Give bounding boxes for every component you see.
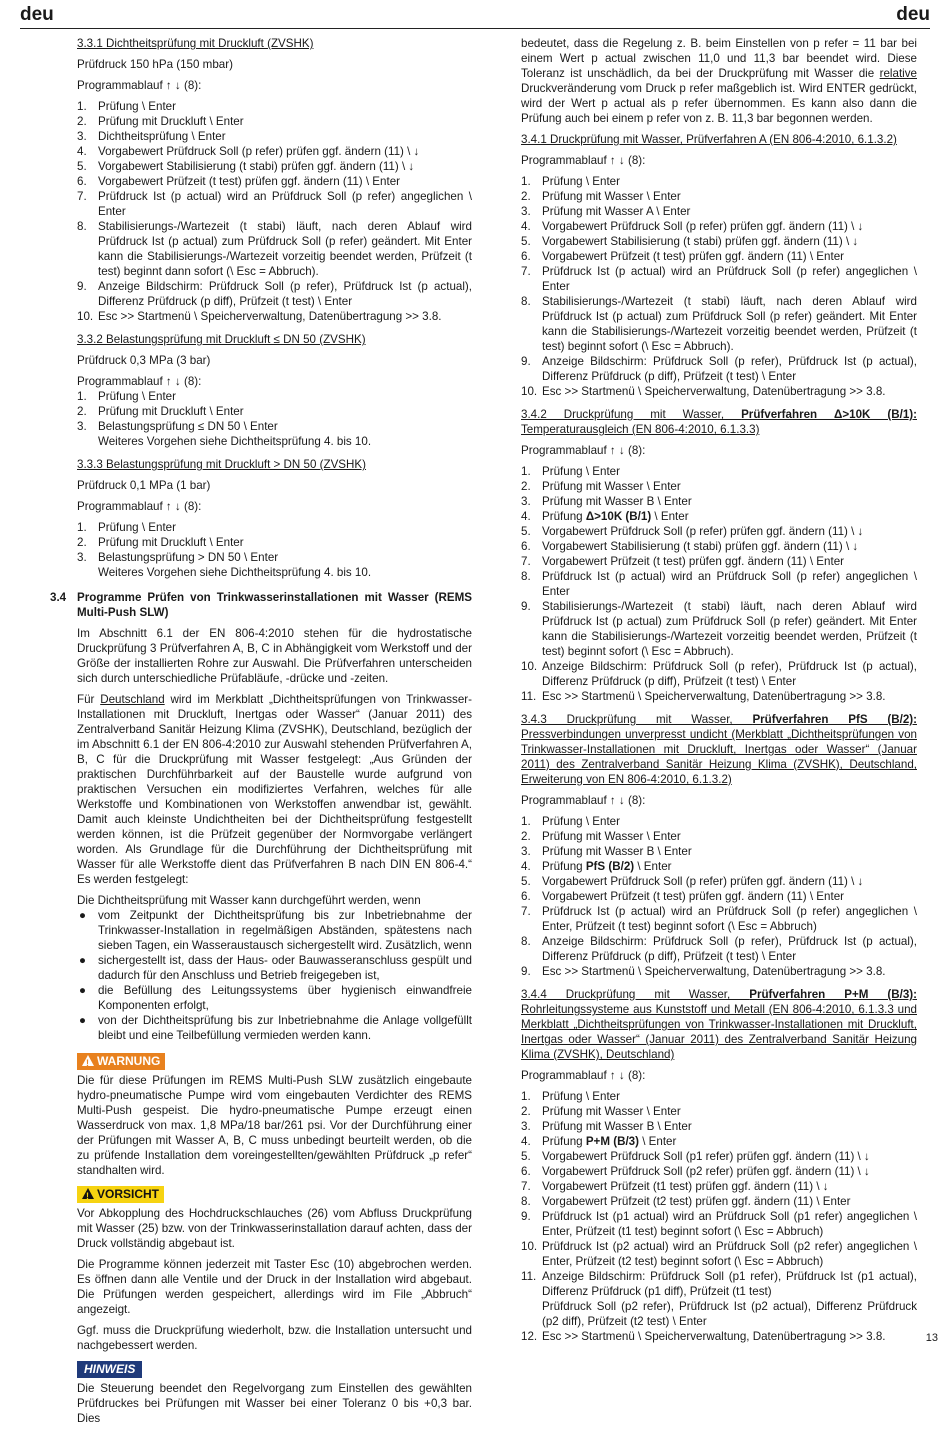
list-item: 1. Prüfung \ Enter [521,1090,620,1103]
paragraph: Für Deutschland wird im Merkblatt „Dichtheitsprüfungen von Trinkwasser-Installationen mit Druckluft, Inertgas oder Wasser“ (Januar 2011) des Zentralverband Sanitär Heizung Klima (ZVSHK), Deutschland, bezüglich der im Abschnitt 6.1 der EN 806-4:2010 zur Auswahl stehenden Prüfverfahren A, B, C für die Druckprüfung mit Wasser festgelegt: „Aus Gründen der praktischen Durchführbarkeit auf der Baustelle wurde aufgrund von praktischen Versuchen ein modifiziertes Verfahren, welches für alle Werkstoffe und Kombinationen von Werkstoffen anwendbar ist, gewählt. Damit auch kleinste Undichtheiten bei der Dichtheitsprüfung festgestellt werden können, ist die Prüfzeit gegenüber der Normvorgabe verlängert worden. Als Grundlage für die Durchführung der Dichtheitsprüfung mit Wasser für alle Werkstoffe dient das Prüfverfahren B nach DIN EN 806-4.“ Es werden festgelegt: [77,693,472,886]
list-item: 6. Vorgabewert Prüfzeit (t test) prüfen ggf. ändern (11) \ Enter [77,175,401,188]
list-item: 10. Anzeige Bildschirm: Prüfdruck Soll (p refer), Prüfdruck Ist (p actual), Differenz Prüfdruck (p diff), Prüfzeit (t test) \ Enter [521,660,917,688]
list-item: 3. Prüfung mit Wasser A \ Enter [521,205,691,218]
list-item: 10. Esc >> Startmenü \ Speicherverwaltung, Datenübertragung >> 3.8. [77,310,442,323]
language-label-right: deu [896,4,930,25]
test-pressure: Prüfdruck 150 hPa (150 mbar) [77,58,233,71]
list-item: 2. Prüfung mit Wasser \ Enter [521,190,681,203]
step-list [521,174,917,399]
paragraph: Ggf. muss die Druckprüfung wiederholt, bzw. die Installation untersucht und nachgebessert werden. [77,1324,472,1352]
list-item: 2. Prüfung mit Wasser \ Enter [521,830,681,843]
list-item: 2. Prüfung mit Wasser \ Enter [521,480,681,493]
section-title: 3.4.2 Druckprüfung mit Wasser, Prüfverfahren Δ>10K (B/1): Temperaturausgleich (EN 806-4:2010, 6.1.3.3) [521,408,917,436]
list-item: 2. Prüfung mit Druckluft \ Enter [77,115,244,128]
list-item: 5. Vorgabewert Prüfdruck Soll (p refer) prüfen ggf. ändern (11) \ ↓ [521,525,864,538]
list-item: 1. Prüfung \ Enter [521,815,620,828]
list-item: 6. Vorgabewert Stabilisierung (t stabi) prüfen ggf. ändern (11) \ ↓ [521,540,859,553]
list-item: 9. Esc >> Startmenü \ Speicherverwaltung, Datenübertragung >> 3.8. [521,965,886,978]
program-sequence-label: Programmablauf ↑ ↓ (8): [77,79,202,92]
list-item: 1. Prüfung \ Enter [521,465,620,478]
list-item: 9. Prüfdruck Ist (p1 actual) wird an Prüfdruck Soll (p1 refer) angeglichen \ Enter, Prüfzeit (t1 test) beginnt sofort (\ Esc = Abbruch) [521,1210,917,1238]
list-item: 9. Anzeige Bildschirm: Prüfdruck Soll (p refer), Prüfdruck Ist (p actual), Differenz Prüfdruck (p diff), Prüfzeit (t test) \ Enter [77,280,472,308]
list-item: 3. Belastungsprüfung > DN 50 \ Enter [77,551,279,564]
bullet-icon: ● [79,954,87,967]
list-item: 8. Prüfdruck Ist (p actual) wird an Prüfdruck Soll (p refer) angeglichen \ Enter [521,570,917,598]
caution-badge: !VORSICHT [77,1186,164,1203]
list-item: 4. Vorgabewert Prüfdruck Soll (p refer) prüfen ggf. ändern (11) \ ↓ [521,220,864,233]
list-item: 3. Dichtheitsprüfung \ Enter [77,130,226,143]
left-column [50,36,472,1432]
warning-triangle-icon [82,1188,94,1199]
list-item: 9. Anzeige Bildschirm: Prüfdruck Soll (p refer), Prüfdruck Ist (p actual), Differenz Prüfdruck (p diff), Prüfzeit (t test) \ Enter [521,355,917,383]
list-item: 4. Prüfung PfS (B/2) \ Enter [521,860,672,873]
page-number: 13 [925,1332,938,1344]
step-list [521,464,917,704]
section-3-4-3 [521,712,917,979]
list-item: 4. Prüfung Δ>10K (B/1) \ Enter [521,510,689,523]
section-3-4-2 [521,407,917,704]
program-sequence-label: Programmablauf ↑ ↓ (8): [521,1069,646,1082]
list-item: 8. Stabilisierungs-/Wartezeit (t stabi) läuft, nach deren Ablauf wird Prüfdruck Ist (p actual) zum Prüfdruck Soll (p refer) geändert. Mit Enter kann die Stabilisierungs-/Wartezeit vorzeitig beendet werden, Prüfzeit (t test) beginnt sofort (\ Esc = Abbruch). [521,295,917,353]
step-list [521,1089,917,1344]
bullet-icon: ● [79,1014,87,1027]
list-item: 2. Prüfung mit Druckluft \ Enter [77,405,244,418]
section-3-4-4 [521,987,917,1344]
list-item: 3. Prüfung mit Wasser B \ Enter [521,495,692,508]
list-item: 8. Stabilisierungs-/Wartezeit (t stabi) läuft, nach deren Ablauf wird Prüfdruck Ist (p actual) zum Prüfdruck Soll (p refer) geändert. Mit Enter kann die Stabilisierungs-/Wartezeit vorzeitig beendet werden, Prüfzeit (t test) beginnt dann sofort (\ Esc = Abbruch). [77,220,472,278]
condition-list [77,908,472,1043]
list-item: 7. Prüfdruck Ist (p actual) wird an Prüfdruck Soll (p refer) angeglichen \ Enter [77,190,472,218]
list-item: 7. Prüfdruck Ist (p actual) wird an Prüfdruck Soll (p refer) angeglichen \ Enter [521,265,917,293]
list-item: 1. Prüfung \ Enter [521,175,620,188]
list-item: ● von der Dichtheitsprüfung bis zur Inbetriebnahme die Anlage vollgefüllt bleibt und eine Teilbefüllung vermieden werden kann. [79,1014,472,1042]
section-title: 3.4.3 Druckprüfung mit Wasser, Prüfverfahren PfS (B/2): Pressverbindungen unverpresst undicht (Merkblatt „Dichtheitsprüfungen von Trinkwasser-Installationen mit Druckluft, Inertgas oder Wasser“ (Januar 2011) des Zentralverband Sanitär Heizung Klima (ZVSHK), Deutschland, Erweiterung von EN 806-4:2010, 6.1.3.2) [521,713,917,786]
paragraph: Die Dichtheitsprüfung mit Wasser kann durchgeführt werden, wenn [77,894,421,907]
paragraph: Im Abschnitt 6.1 der EN 806-4:2010 stehen für die hydrostatische Druckprüfung 3 Prüfverfahren A, B, C in Abhängigkeit vom Werkstoff und der Größe der installierten Rohre zur Auswahl. Die Prüfverfahren unterscheiden sich durch unterschiedliche Prüfabläufe, -drücke und -zeiten. [77,627,472,685]
list-item: ● sichergestellt ist, dass der Haus- oder Bauwasseranschluss gespült und dadurch für den Anschluss und Betrieb freigegeben ist, [79,954,472,982]
list-item: ● vom Zeitpunkt der Dichtheitsprüfung bis zur Inbetriebnahme der Trinkwasser-Installation in regelmäßigen Abständen, spätestens nach sieben Tagen, ein Wasseraustausch sichergestellt wird. Zusätzlich, wenn [79,909,472,952]
list-item: 3. Prüfung mit Wasser B \ Enter [521,845,692,858]
list-item: 3. Prüfung mit Wasser B \ Enter [521,1120,692,1133]
list-item: 6. Vorgabewert Prüfzeit (t test) prüfen ggf. ändern (11) \ Enter [521,250,845,263]
list-item: 8. Anzeige Bildschirm: Prüfdruck Soll (p refer), Prüfdruck Ist (p actual), Differenz Prüfdruck (p diff), Prüfzeit (t test) \ Enter [521,935,917,963]
list-item: 5. Vorgabewert Prüfdruck Soll (p1 refer) prüfen ggf. ändern (11) \ ↓ [521,1150,870,1163]
warning-triangle-icon [82,1055,94,1066]
step-list [77,99,472,324]
bullet-icon: ● [79,909,87,922]
paragraph-continued: bedeutet, dass die Regelung z. B. beim Einstellen von p refer = 11 bar bei einem Wert p actual zwischen 11,0 und 11,3 bar beendet wird. Diese Toleranz ist unschädlich, da bei der Druckprüfung mit Wasser die relative Druckveränderung vom Druck p refer maßgeblich ist. Wird ENTER gedrückt, wird der Wert p actual als p refer übernommen. Es kann also dann die Prüfung auch bei einem p refer von z. B. 11,3 bar begonnen werden. [521,37,917,125]
caution-text: Vor Abkopplung des Hochdruckschlauches (26) vom Abfluss Druckprüfung mit Wasser (25) bzw. von der Trinkwasserinstallation darauf achten, dass der Druck vollständig abgebaut ist. [77,1207,472,1250]
section-title: 3.3.1 Dichtheitsprüfung mit Druckluft (ZVSHK) [77,37,314,50]
section-3-4 [50,590,472,1426]
list-item: 10. Esc >> Startmenü \ Speicherverwaltung, Datenübertragung >> 3.8. [521,385,886,398]
language-label-left: deu [20,4,54,25]
list-item: 4. Vorgabewert Prüfdruck Soll (p refer) prüfen ggf. ändern (11) \ ↓ [77,145,420,158]
section-heading-text: Programme Prüfen von Trinkwasserinstallationen mit Wasser (REMS Multi-Push SLW) [77,591,472,619]
section-3-3-1 [77,36,472,324]
program-sequence-label: Programmablauf ↑ ↓ (8): [521,794,646,807]
paragraph: Die Programme können jederzeit mit Taster Esc (10) abgebrochen werden. Es öffnen dann alle Ventile und der Druck in der Installation wird abgebaut. Die Prüfungen werden gespeichert, allerdings wird im File „Abbruch“ angezeigt. [77,1258,472,1316]
list-item: ● die Befüllung des Leitungssystems über hygienisch einwandfreie Komponenten erfolgt, [79,984,472,1012]
list-item: 6. Vorgabewert Prüfzeit (t test) prüfen ggf. ändern (11) \ Enter [521,890,845,903]
test-pressure: Prüfdruck 0,3 MPa (3 bar) [77,354,211,367]
list-item: 1. Prüfung \ Enter [77,100,176,113]
note-text: Die Steuerung beendet den Regelvorgang zum Einstellen des gewählten Prüfdruckes bei Prüfungen mit Wasser bei einer Toleranz 0 bis +0,3 bar. Dies [77,1382,472,1425]
right-column [521,36,917,1352]
section-title: 3.3.3 Belastungsprüfung mit Druckluft > DN 50 (ZVSHK) [77,458,367,471]
list-item: 7. Vorgabewert Prüfzeit (t1 test) prüfen ggf. ändern (11) \ ↓ [521,1180,829,1193]
step-list [77,520,472,565]
program-sequence-label: Programmablauf ↑ ↓ (8): [77,375,202,388]
step-list [521,814,917,979]
list-item: 9. Stabilisierungs-/Wartezeit (t stabi) läuft, nach deren Ablauf wird Prüfdruck Ist (p actual) zum Prüfdruck Soll (p refer) geändert. Mit Enter kann die Stabilisierungs-/Wartezeit vorzeitig beendet werden, Prüfzeit (t test) beginnt sofort (\ Esc = Abbruch). [521,600,917,658]
list-item: 1. Prüfung \ Enter [77,521,176,534]
list-item: 2. Prüfung mit Wasser \ Enter [521,1105,681,1118]
list-item: 8. Vorgabewert Prüfzeit (t2 test) prüfen ggf. ändern (11) \ Enter [521,1195,851,1208]
list-item: 11. Esc >> Startmenü \ Speicherverwaltung, Datenübertragung >> 3.8. [521,690,886,703]
list-item: 12. Esc >> Startmenü \ Speicherverwaltung, Datenübertragung >> 3.8. [521,1330,886,1343]
list-item: 5. Vorgabewert Stabilisierung (t stabi) prüfen ggf. ändern (11) \ ↓ [77,160,415,173]
list-item: 6. Vorgabewert Prüfdruck Soll (p2 refer) prüfen ggf. ändern (11) \ ↓ [521,1165,870,1178]
warning-text: Die für diese Prüfungen im REMS Multi-Push SLW zusätzlich eingebaute hydro-pneumatische Pumpe wird vom eingebauten Verdichter des REMS Multi-Push gespeist. Die hydro-pneumatische Pumpe erzeugt einen Wasserdruck von max. 1,8 MPa/18 bar/261 psi. Vor der Durchführung einer der Prüfungen mit Wasser A, B, C muss unbedingt beurteilt werden, ob die zu prüfende Installation dem voreingestellten/gewählten Prüfdruck „p refer“ standhalten wird. [77,1074,472,1177]
further-procedure-note: Weiteres Vorgehen siehe Dichtheitsprüfung 4. bis 10. [98,566,372,579]
test-pressure: Prüfdruck 0,1 MPa (1 bar) [77,479,211,492]
section-heading [50,590,472,620]
section-title: 3.3.2 Belastungsprüfung mit Druckluft ≤ DN 50 (ZVSHK) [77,333,366,346]
list-item: 11. Anzeige Bildschirm: Prüfdruck Soll (p1 refer), Prüfdruck Ist (p1 actual), Differenz Prüfdruck (p1 diff), Prüfzeit (t1 test) Prüfdruck Soll (p2 refer), Prüfdruck Ist (p2 actual), Differenz Prüfdruck (p2 diff), Prüfzeit (t2 test) \ Enter [521,1270,917,1328]
bullet-icon: ● [79,984,87,997]
further-procedure-note: Weiteres Vorgehen siehe Dichtheitsprüfung 4. bis 10. [98,435,372,448]
list-item: 3. Belastungsprüfung ≤ DN 50 \ Enter [77,420,278,433]
section-title: 3.4.1 Druckprüfung mit Wasser, Prüfverfahren A (EN 806-4:2010, 6.1.3.2) [521,133,897,146]
program-sequence-label: Programmablauf ↑ ↓ (8): [77,500,202,513]
header-rule [20,28,930,29]
section-3-3-2 [77,332,472,449]
section-3-4-1 [521,132,917,399]
section-title: 3.4.4 Druckprüfung mit Wasser, Prüfverfahren P+M (B/3): Rohrleitungssysteme aus Kunststoff und Metall (EN 806-4:2010, 6.1.3.3 und Merkblatt „Dichtheitsprüfungen von Trinkwasser-Installationen mit Druckluft, Inertgas oder Wasser“ (Januar 2011) des Zentralverband Sanitär Heizung Klima (ZVSHK), Deutschland) [521,988,917,1061]
list-item: 5. Vorgabewert Prüfdruck Soll (p refer) prüfen ggf. ändern (11) \ ↓ [521,875,864,888]
note-badge: HINWEIS [77,1361,142,1378]
list-item: 2. Prüfung mit Druckluft \ Enter [77,536,244,549]
list-item: 10. Prüfdruck Ist (p2 actual) wird an Prüfdruck Soll (p2 refer) angeglichen \ Enter, Prüfzeit (t2 test) beginnt sofort (\ Esc = Abbruch) [521,1240,917,1268]
warning-badge: !WARNUNG [77,1053,165,1070]
list-item: 1. Prüfung \ Enter [77,390,176,403]
list-item: 5. Vorgabewert Stabilisierung (t stabi) prüfen ggf. ändern (11) \ ↓ [521,235,859,248]
section-number: 3.4 [50,591,67,604]
program-sequence-label: Programmablauf ↑ ↓ (8): [521,154,646,167]
list-item: 7. Prüfdruck Ist (p actual) wird an Prüfdruck Soll (p refer) angeglichen \ Enter, Prüfzeit (t test) beginnt sofort (\ Esc = Abbruch) [521,905,917,933]
step-list [77,389,472,434]
list-item: 7. Vorgabewert Prüfzeit (t test) prüfen ggf. ändern (11) \ Enter [521,555,845,568]
section-3-3-3 [77,457,472,580]
program-sequence-label: Programmablauf ↑ ↓ (8): [521,444,646,457]
list-item: 4. Prüfung P+M (B/3) \ Enter [521,1135,677,1148]
